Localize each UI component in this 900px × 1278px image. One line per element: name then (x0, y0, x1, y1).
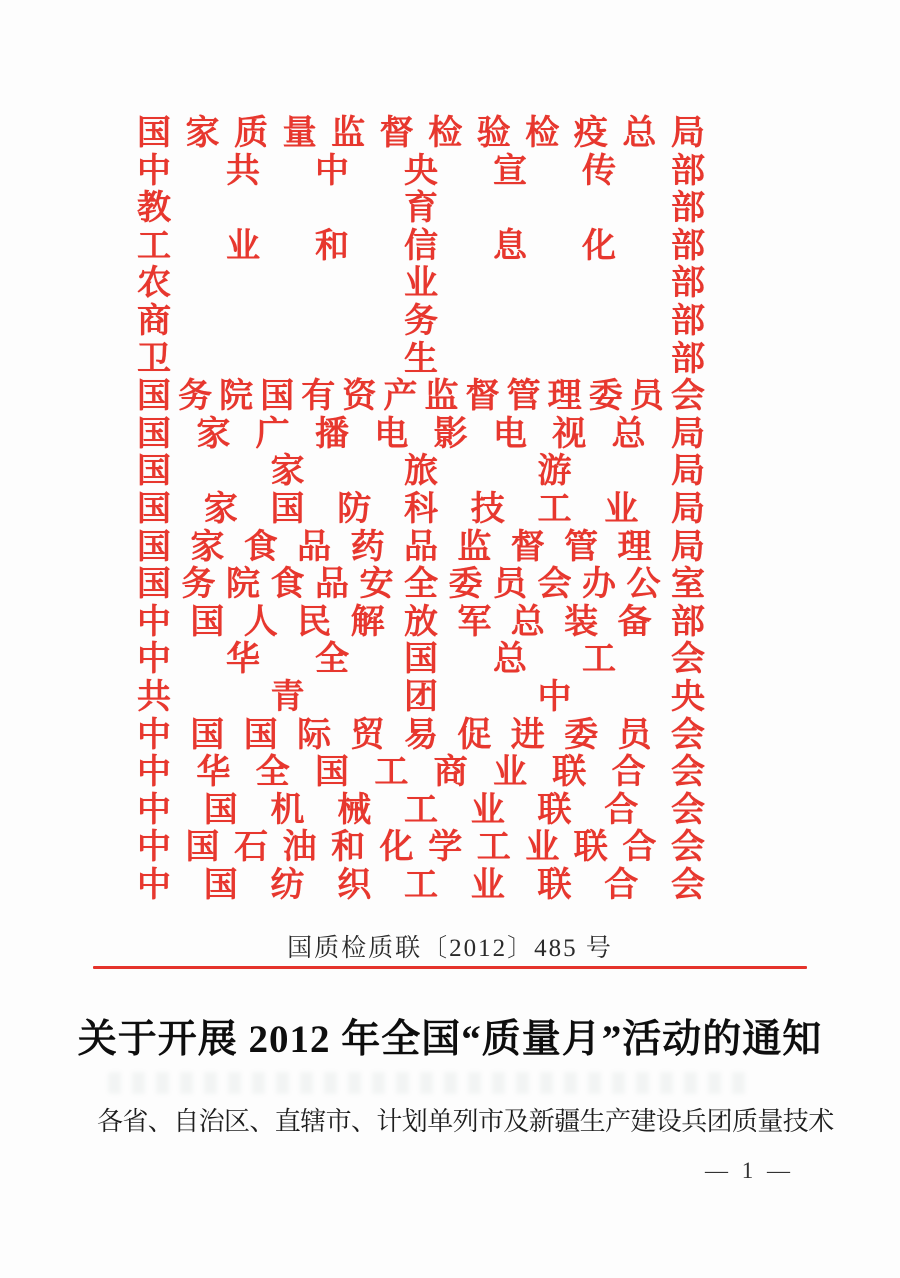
issuer-char: 团 (404, 678, 438, 716)
issuer-char: 进 (510, 716, 545, 754)
issuer-char: 技 (470, 490, 505, 528)
issuer-char: 商 (433, 754, 468, 792)
issuer-char: 业 (525, 829, 560, 867)
issuer-char: 民 (297, 603, 332, 641)
issuer-char: 游 (537, 453, 572, 491)
issuer-line (137, 341, 705, 379)
issuer-char: 工 (537, 490, 572, 528)
issuer-char: 工 (137, 227, 171, 265)
issuer-char: 联 (537, 791, 572, 829)
issuer-line (137, 265, 705, 303)
issuer-char: 中 (315, 152, 349, 190)
issuer-char: 监 (457, 528, 492, 566)
issuer-char: 共 (137, 678, 171, 716)
issuer-char: 合 (622, 829, 657, 867)
issuer-char: 安 (359, 566, 394, 604)
issuer-char: 放 (403, 603, 438, 641)
issuer-char: 和 (331, 829, 366, 867)
issuer-line (137, 416, 705, 454)
issuer-char: 业 (604, 490, 639, 528)
issuer-char: 务 (178, 378, 213, 416)
issuer-line (137, 867, 705, 905)
issuer-char: 装 (564, 603, 599, 641)
issuer-char: 国 (137, 378, 171, 416)
issuer-char: 中 (137, 641, 171, 679)
issuer-char: 中 (137, 754, 171, 792)
issuer-char: 影 (433, 415, 468, 453)
issuer-char: 电 (374, 415, 409, 453)
issuer-line (137, 792, 705, 830)
issuer-line (137, 717, 705, 755)
issuer-char: 卫 (137, 340, 171, 378)
issuer-char: 部 (671, 152, 705, 190)
issuer-char: 央 (404, 152, 438, 190)
issuer-char: 视 (552, 415, 587, 453)
issuer-char: 质 (234, 115, 269, 152)
issuer-line (137, 303, 705, 341)
issuer-char: 工 (404, 866, 438, 904)
issuer-char: 部 (671, 340, 705, 378)
issuer-char: 验 (476, 115, 511, 152)
issuer-char: 工 (476, 829, 511, 867)
issuer-char: 食 (270, 566, 305, 604)
issuer-char: 易 (403, 716, 438, 754)
issuer-char: 华 (196, 754, 231, 792)
issuer-char: 油 (282, 829, 317, 867)
document-number: 国质检质联〔2012〕485 号 (287, 935, 613, 962)
issuer-char: 国 (137, 490, 171, 528)
issuer-char: 公 (626, 566, 661, 604)
issuer-char: 国 (137, 115, 171, 152)
issuer-line (137, 529, 705, 567)
issuer-char: 农 (137, 265, 171, 303)
issuer-char: 华 (226, 641, 260, 679)
issuer-char: 国 (260, 378, 295, 416)
issuer-char: 品 (403, 528, 438, 566)
issuer-char: 检 (428, 115, 463, 152)
issuer-char: 部 (671, 265, 705, 303)
issuer-line (137, 604, 705, 642)
issuer-char: 管 (564, 528, 599, 566)
issuer-line (137, 829, 705, 867)
issuer-char: 会 (671, 866, 705, 904)
issuer-char: 室 (671, 566, 705, 604)
issuer-char: 总 (611, 415, 646, 453)
issuer-line (137, 453, 705, 491)
issuer-char: 会 (670, 378, 705, 416)
issuer-char: 合 (604, 866, 639, 904)
issuer-char: 宣 (493, 152, 527, 190)
issuer-char: 疫 (573, 115, 608, 152)
issuer-char: 合 (604, 791, 639, 829)
issuer-char: 全 (255, 754, 290, 792)
issuer-char: 部 (671, 227, 705, 265)
issuer-char: 中 (137, 829, 171, 867)
issuer-char: 业 (470, 791, 505, 829)
issuer-char: 国 (243, 716, 278, 754)
issuer-char: 和 (315, 227, 349, 265)
issuer-char: 纺 (270, 866, 305, 904)
issuer-line (137, 679, 705, 717)
issuer-char: 业 (404, 265, 438, 303)
issuer-char: 部 (671, 302, 705, 340)
issuer-char: 品 (315, 566, 349, 604)
issuer-char: 国 (137, 566, 171, 604)
issuer-char: 局 (670, 528, 705, 566)
issuer-char: 局 (671, 490, 705, 528)
issuer-char: 央 (671, 678, 705, 716)
body-first-line: 各省、自治区、直辖市、计划单列市及新疆生产建设兵团质量技术 (97, 1107, 834, 1136)
issuer-char: 量 (282, 115, 317, 152)
issuer-char: 品 (297, 528, 332, 566)
issuer-char: 育 (404, 190, 438, 228)
issuer-char: 生 (404, 340, 438, 378)
issuer-char: 国 (203, 866, 238, 904)
issuer-char: 息 (493, 227, 527, 265)
issuer-char: 总 (510, 603, 545, 641)
issuer-line (137, 228, 705, 266)
issuer-char: 化 (379, 829, 414, 867)
issuer-char: 院 (226, 566, 260, 604)
ink-bleedthrough (108, 1072, 748, 1094)
issuer-char: 委 (588, 378, 623, 416)
issuer-line (137, 190, 705, 228)
issuer-char: 促 (457, 716, 492, 754)
issuer-char: 家 (190, 528, 225, 566)
issuer-char: 石 (234, 829, 269, 867)
issuer-char: 会 (671, 641, 705, 679)
issuer-char: 传 (582, 152, 616, 190)
issuer-char: 有 (301, 378, 336, 416)
issuer-char: 械 (337, 791, 372, 829)
issuer-line (137, 153, 705, 191)
issuer-char: 家 (185, 115, 220, 152)
issuer-char: 产 (383, 378, 418, 416)
issuer-char: 会 (671, 791, 705, 829)
issuer-char: 青 (270, 678, 305, 716)
issuer-char: 中 (537, 678, 572, 716)
issuer-char: 播 (314, 415, 349, 453)
issuer-char: 教 (137, 190, 171, 228)
issuer-line (137, 491, 705, 529)
issuer-line (137, 641, 705, 679)
issuer-char: 电 (492, 415, 527, 453)
issuer-char: 督 (465, 378, 500, 416)
issuer-char: 总 (493, 641, 527, 679)
issuer-char: 解 (350, 603, 385, 641)
issuer-char: 会 (537, 566, 572, 604)
issuer-char: 理 (617, 528, 652, 566)
issuer-char: 药 (350, 528, 385, 566)
issuer-char: 国 (137, 453, 171, 491)
issuer-char: 际 (297, 716, 332, 754)
issuer-char: 家 (270, 453, 305, 491)
issuer-char: 委 (448, 566, 483, 604)
issuer-char: 中 (137, 866, 171, 904)
issuer-char: 部 (671, 190, 705, 228)
issuer-char: 家 (203, 490, 238, 528)
issuer-char: 人 (243, 603, 278, 641)
letterhead-rule (93, 966, 807, 969)
issuer-char: 防 (337, 490, 372, 528)
issuer-char: 员 (617, 716, 652, 754)
issuer-char: 国 (314, 754, 349, 792)
issuer-char: 管 (506, 378, 541, 416)
issuer-char: 会 (670, 754, 705, 792)
issuer-char: 国 (404, 641, 438, 679)
issuer-char: 国 (137, 528, 171, 566)
issuer-char: 联 (552, 754, 587, 792)
issuer-char: 学 (428, 829, 463, 867)
issuer-char: 理 (547, 378, 582, 416)
issuer-char: 商 (137, 302, 171, 340)
issuer-char: 委 (564, 716, 599, 754)
issuer-char: 局 (670, 415, 705, 453)
issuer-char: 总 (622, 115, 657, 152)
issuer-char: 员 (493, 566, 527, 604)
issuer-char: 备 (617, 603, 652, 641)
issuer-char: 信 (404, 227, 438, 265)
issuer-char: 员 (629, 378, 664, 416)
issuer-char: 全 (404, 566, 438, 604)
issuer-char: 食 (243, 528, 278, 566)
issuer-char: 贸 (350, 716, 385, 754)
issuer-line (137, 754, 705, 792)
issuer-char: 中 (137, 603, 171, 641)
issuer-char: 国 (203, 791, 238, 829)
issuer-char: 资 (342, 378, 377, 416)
issuer-char: 督 (379, 115, 414, 152)
issuer-char: 院 (219, 378, 254, 416)
issuer-char: 织 (337, 866, 372, 904)
document-title: 关于开展 2012 年全国“质量月”活动的通知 (77, 1018, 823, 1061)
issuer-char: 中 (137, 152, 171, 190)
issuer-line (137, 115, 705, 153)
issuer-char: 业 (470, 866, 505, 904)
issuer-char: 督 (510, 528, 545, 566)
issuer-char: 旅 (404, 453, 438, 491)
issuer-line (137, 566, 705, 604)
issuer-list (137, 115, 705, 904)
issuer-char: 联 (573, 829, 608, 867)
issuer-char: 家 (196, 415, 231, 453)
issuer-char: 工 (374, 754, 409, 792)
issuer-char: 共 (226, 152, 260, 190)
issuer-char: 国 (190, 603, 225, 641)
issuer-char: 国 (137, 415, 171, 453)
issuer-char: 检 (525, 115, 560, 152)
issuer-line (137, 378, 705, 416)
issuer-char: 中 (137, 716, 171, 754)
issuer-char: 业 (226, 227, 260, 265)
issuer-char: 工 (404, 791, 438, 829)
issuer-char: 化 (582, 227, 616, 265)
issuer-char: 合 (611, 754, 646, 792)
issuer-char: 局 (670, 115, 705, 152)
issuer-char: 监 (331, 115, 366, 152)
issuer-char: 部 (670, 603, 705, 641)
issuer-char: 工 (582, 641, 616, 679)
issuer-char: 会 (670, 716, 705, 754)
issuer-char: 办 (582, 566, 616, 604)
issuer-char: 军 (457, 603, 492, 641)
issuer-char: 监 (424, 378, 459, 416)
issuer-char: 国 (190, 716, 225, 754)
issuer-char: 会 (670, 829, 705, 867)
issuer-char: 机 (270, 791, 305, 829)
issuer-char: 全 (315, 641, 349, 679)
issuer-char: 国 (185, 829, 220, 867)
issuer-char: 科 (404, 490, 438, 528)
issuer-char: 局 (671, 453, 705, 491)
page-number: — 1 — (705, 1158, 794, 1183)
issuer-char: 中 (137, 791, 171, 829)
issuer-char: 联 (537, 866, 572, 904)
issuer-char: 业 (492, 754, 527, 792)
issuer-char: 务 (181, 566, 216, 604)
issuer-char: 广 (255, 415, 290, 453)
issuer-char: 国 (270, 490, 305, 528)
issuer-char: 务 (404, 302, 438, 340)
